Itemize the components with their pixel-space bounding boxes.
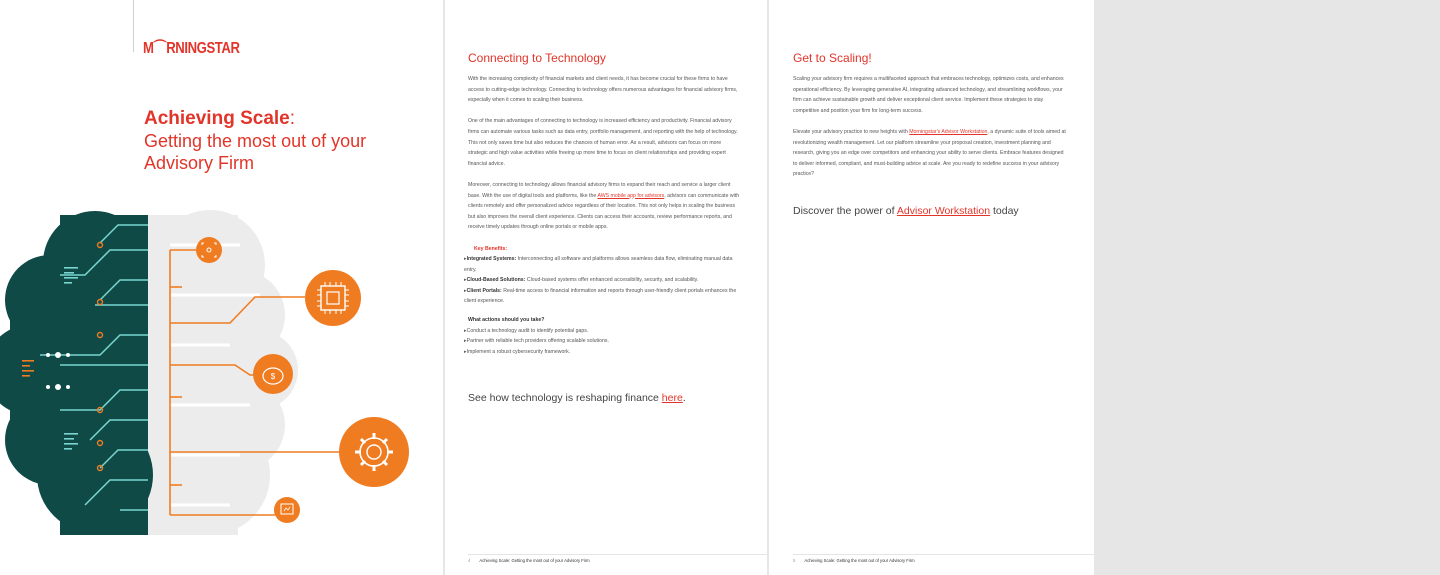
page-get-to-scaling	[769, 0, 1094, 575]
list-item: ▸ Client Portals: Real-time access to financial information and reports through user-friendly client portals enhances the client experience.	[464, 286, 740, 307]
footer-title: Achieving Scale: Getting the most out of your Advisory Firm	[804, 558, 915, 563]
callout: Discover the power of Advisor Workstation today	[793, 205, 1019, 217]
list-item: ▸ Partner with reliable tech providers offering scalable solutions.	[464, 336, 740, 347]
page-footer	[793, 558, 915, 563]
cpu-chip-icon	[305, 270, 361, 326]
page-number: 5	[793, 558, 796, 563]
paragraph: Moreover, connecting to technology allows financial advisory firms to expand their reach and service a larger client base. With the use of digital tools and platforms, like the AWS mobile app for advisors, advisors can communicate with clients remotely and offer personalized advice regardless of their location. This not only helps in scaling the business but also improves the overall client experience. Clients can access their accounts, review performance reports, and receive timely updates through online portals or mobile apps.	[468, 181, 740, 231]
callout: See how technology is reshaping finance here.	[468, 392, 686, 404]
section-heading: Connecting to Technology	[468, 51, 606, 65]
paragraph: Elevate your advisory practice to new heights with Morningstar's Advisor Workstation, a dynamic suite of tools aimed at revolutionizing wealth management. Let our platform streamline your proposal creation, investment planning and research, giving you an edge over competitors and enhancing your ability to serve clients. Embrace features designed to deliver informed, compliant, and must-building advice at scale. Are you ready to redefine success in your advisory practice?	[793, 128, 1066, 178]
cover-title-bold: Achieving Scale	[144, 108, 290, 129]
page-footer	[468, 558, 590, 563]
list-item: ▸ Integrated Systems: Interconnecting all software and platforms allows seamless data flow, eliminating manual data entry.	[464, 254, 740, 275]
focus-icon	[196, 237, 222, 263]
page-connecting-to-technology	[445, 0, 767, 575]
paragraph: With the increasing complexity of financial markets and client needs, it has become crucial for these firms to have access to cutting-edge technology. Connecting to technology offers numerous advantages for financial advisory firms, especially when it comes to scaling their business.	[468, 76, 738, 104]
cloud-circuit-illustration	[0, 205, 443, 545]
aws-app-link[interactable]: AWS mobile app for advisors	[597, 192, 665, 199]
header-divider	[133, 0, 134, 52]
paragraph: One of the main advantages of connecting to technology is increased efficiency and productivity. Financial advisory firms can automate various tasks such as data entry, portfolio management, and reporting with the help of technology. This not only saves time but also reduces the chances of human error. As a result, advisors can focus on more strategic and high value activities while freeing up more time to focus on client relationships and providing expert financial advice.	[468, 118, 738, 167]
actions-list	[464, 326, 740, 358]
advisor-workstation-link[interactable]: Morningstar's Advisor Workstation	[909, 128, 988, 135]
section-heading: Get to Scaling!	[793, 51, 872, 65]
actions-title: What actions should you take?	[468, 317, 545, 324]
benefits-list	[464, 254, 740, 307]
gear-icon	[339, 417, 409, 487]
teal-cloud	[0, 211, 153, 535]
tablet-icon	[274, 497, 300, 523]
key-benefits-title: Key Benefits:	[474, 245, 508, 252]
advisor-workstation-callout-link[interactable]: Advisor Workstation	[896, 205, 991, 217]
list-item: ▸ Implement a robust cybersecurity framework.	[464, 347, 740, 358]
morningstar-logo: M⌒RNINGSTAR	[143, 40, 240, 57]
paragraph: Scaling your advisory firm requires a multifaceted approach that embraces technology, optimizes costs, and enhances operational efficiency. By leveraging generative AI, integrating advanced technology, and streamlining workflows, your firm can achieve sustainable growth and deliver exceptional client service. Implement these strategies to stay competitive and position your firm for long-term success.	[793, 76, 1064, 114]
here-link[interactable]: here	[661, 392, 683, 404]
body-text	[464, 74, 740, 357]
cover-page	[0, 0, 443, 575]
cover-title	[144, 108, 424, 174]
svg-text:$: $	[270, 372, 276, 381]
page-number: 4	[468, 558, 471, 563]
footer-rule	[793, 554, 1094, 555]
cover-title-colon: :	[289, 108, 296, 129]
list-item: ▸ Cloud-Based Solutions: Cloud-based systems offer enhanced accessibility, security, and scalability.	[464, 275, 740, 286]
list-item: ▸ Conduct a technology audit to identify potential gaps.	[464, 326, 740, 337]
piggy-bank-icon	[253, 354, 293, 394]
footer-rule	[468, 554, 767, 555]
footer-title: Achieving Scale: Getting the most out of your Advisory Firm	[479, 558, 590, 563]
body-text	[793, 74, 1068, 191]
cover-subtitle: Getting the most out of your Advisory Firm	[144, 131, 367, 173]
